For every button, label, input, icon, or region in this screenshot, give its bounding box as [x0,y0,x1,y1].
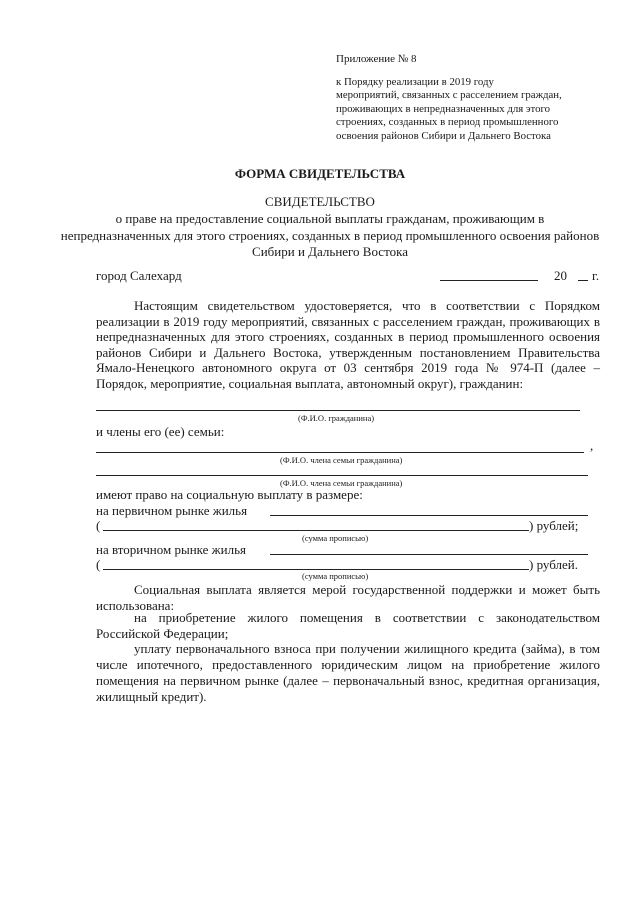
date-year-line [578,280,588,281]
primary-market-line [270,515,588,516]
document-subtitle: о праве на предоставление социальной выплаты гражданам, проживающим в непредназначенных для этого строениях, созданных в период промышленного освоения районов Сибири и Дальнего Востока [60,211,600,259]
city: город Салехард [96,268,182,283]
amount-caption-1: (сумма прописью) [302,533,369,543]
appendix-note-line: мероприятий, связанных с расселением граждан, [336,89,562,102]
amount-caption-2: (сумма прописью) [302,571,369,581]
appendix-note-line: освоения районов Сибири и Дальнего Востока [336,129,551,142]
paragraph-down-payment: уплату первоначального взноса при получении жилищного кредита (займа), в том числе ипотечного, предоставленного юридическим лицом на приобретение жилого помещения на первичном рынке (далее – первоначальный взнос, кредитная организация, жилищный кредит). [96,641,600,704]
citizen-name-line [96,410,580,411]
secondary-market-label: на вторичном рынке жилья [96,542,247,557]
family-member-line-2 [96,475,588,476]
date-year-prefix: 20 [554,268,567,283]
date-suffix: г. [592,268,600,283]
family-comma: , [590,438,594,453]
paragraph-purchase: на приобретение жилого помещения в соответствии с законодательством Российской Федерации; [96,610,600,641]
appendix-number: Приложение № 8 [336,53,417,65]
form-title: ФОРМА СВИДЕТЕЛЬСТВА [234,166,406,181]
appendix-note-line: к Порядку реализации в 2019 году [336,76,494,88]
primary-amount-line [103,530,529,531]
main-paragraph: Настоящим свидетельством удостоверяется, что в соответствии с Порядком реализации в 2019 году мероприятий, связанных с расселением граждан, проживающих в непредназначенных для этого строениях, созданных в период промышленного освоения районов Сибири и Дальнего Востока, утвержденным постановлением Правительства Ямало-Ненецкого автономного округа от 03 сентября 2019 года № 974-П (далее – Порядок, мероприятие, социальная выплата, автономный округ), гражданин: [96,298,600,391]
secondary-rubles: ) рублей. [529,557,578,572]
family-label: и члены его (ее) семьи: [96,424,225,439]
family-member-line-1 [96,452,584,453]
appendix-note-line: проживающих в непредназначенных для этого [336,102,551,115]
primary-rubles: ) рублей; [529,518,579,533]
date-day-month-line [440,280,538,281]
appendix-note [336,76,562,143]
family-caption-1: (Ф.И.О. члена семьи гражданина) [280,455,403,465]
paragraph-usage: Социальная выплата является мерой государственной поддержки и может быть использована: [96,582,600,613]
citizen-caption: (Ф.И.О. гражданина) [298,413,375,423]
secondary-open-paren: ( [96,557,101,572]
secondary-amount-line [103,569,529,570]
primary-market-label: на первичном рынке жилья [96,503,248,518]
appendix-note-line: строениях, созданных в период промышленного [336,116,559,129]
secondary-market-line [270,554,588,555]
family-caption-2: (Ф.И.О. члена семьи гражданина) [280,478,403,488]
document-title: СВИДЕТЕЛЬСТВО [265,194,375,209]
entitled-label: имеют право на социальную выплату в размере: [96,487,363,502]
primary-open-paren: ( [96,518,101,533]
